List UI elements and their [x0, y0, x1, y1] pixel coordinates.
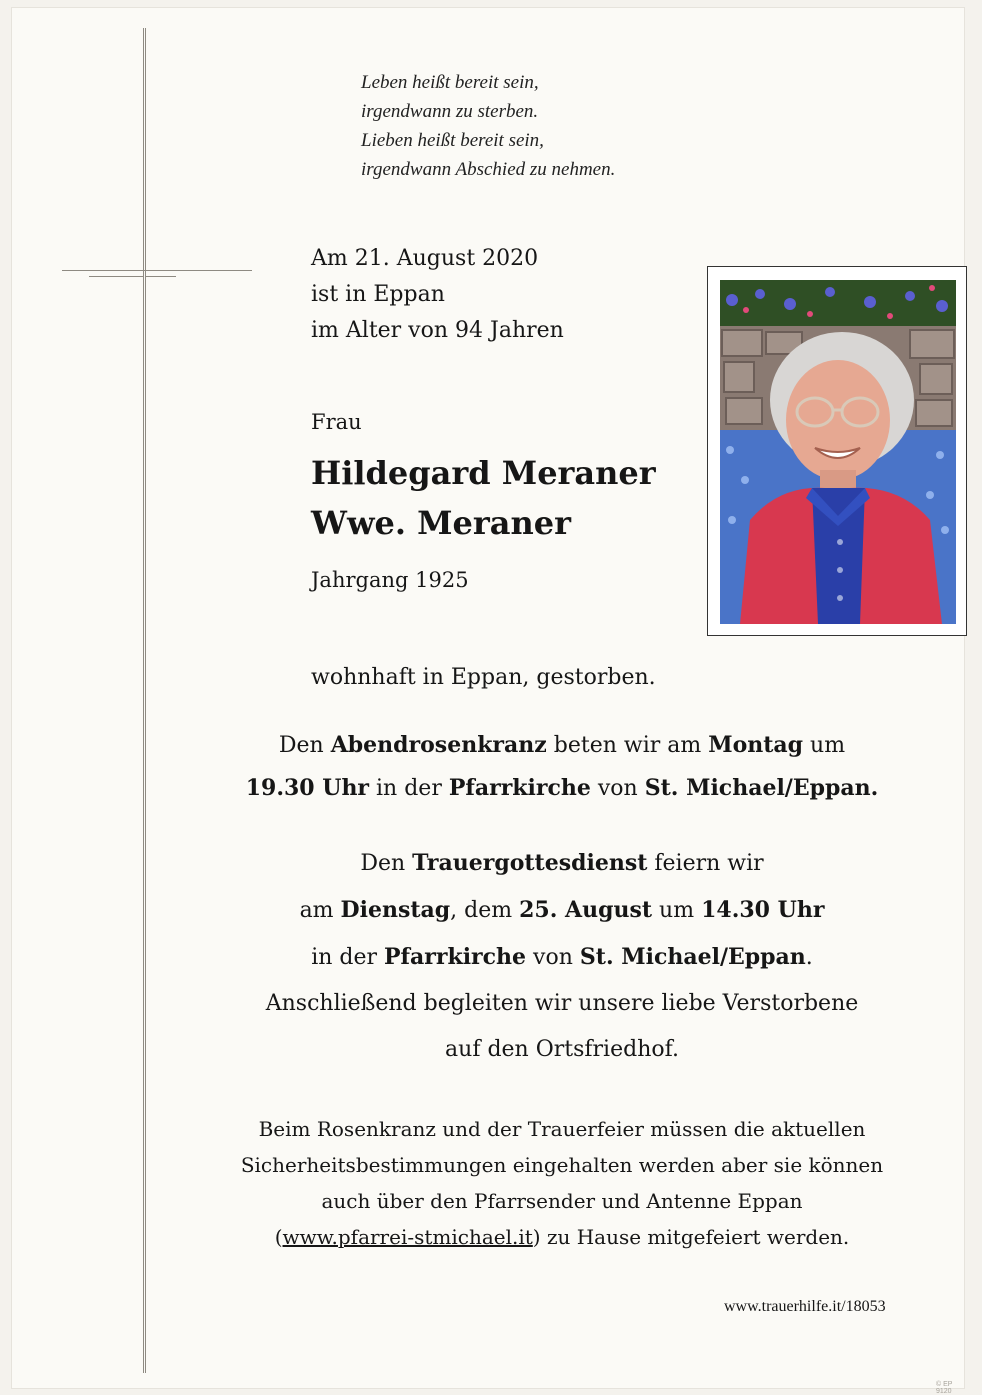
poem-line: irgendwann zu sterben.: [361, 101, 539, 122]
text: Den: [360, 851, 413, 876]
funeral-place: St. Michael/Eppan: [579, 944, 806, 970]
name-line-1: Hildegard Meraner: [311, 454, 656, 492]
funeral-day: Dienstag: [340, 897, 451, 923]
text: in der: [311, 945, 385, 970]
text: (: [274, 1225, 283, 1249]
funeral-line-5: auf den Ortsfriedhof.: [445, 1037, 679, 1062]
rosary-place: St. Michael/Eppan.: [644, 775, 879, 801]
funeral-line-2: [152, 887, 972, 934]
portrait-frame: [707, 266, 967, 636]
text: feiern wir: [647, 851, 764, 876]
poem-line: Leben heißt bereit sein,: [361, 72, 539, 93]
funeral-label: Trauergottesdienst: [412, 850, 648, 876]
text: ) zu Hause mitgefeiert werden.: [532, 1225, 850, 1249]
footer-url: www.trauerhilfe.it/18053: [724, 1298, 886, 1315]
portrait-photo: [720, 280, 956, 624]
text: am: [299, 898, 341, 923]
text: von: [526, 945, 580, 970]
text: in der: [369, 776, 449, 801]
name-line-2: Wwe. Meraner: [311, 504, 571, 542]
notice-line-3: auch über den Pfarrsender und Antenne Eppan: [321, 1189, 803, 1213]
text: um: [652, 898, 702, 923]
poem-line: Lieben heißt bereit sein,: [361, 130, 544, 151]
rosary-line-1: [152, 724, 972, 767]
salutation: Frau: [311, 410, 362, 434]
funeral-date: 25. August: [519, 897, 653, 923]
text: .: [805, 945, 813, 970]
deceased-name: [311, 448, 656, 548]
death-place: ist in Eppan: [311, 282, 445, 307]
cross-horizontal-line-inner-left: [89, 276, 144, 277]
text: , dem: [450, 898, 520, 923]
death-announcement: [311, 241, 564, 349]
parish-website-link[interactable]: www.pfarrei-stmichael.it: [282, 1225, 533, 1249]
funeral-line-1: [152, 840, 972, 887]
portrait-illustration: [720, 280, 956, 624]
rosary-church: Pfarrkirche: [448, 775, 591, 801]
notice-line-1: Beim Rosenkranz und der Trauerfeier müssen die aktuellen: [258, 1117, 866, 1141]
poem: [361, 68, 615, 184]
funeral-time: 14.30 Uhr: [701, 897, 825, 923]
funeral-church: Pfarrkirche: [384, 944, 527, 970]
rosary-time: 19.30 Uhr: [245, 775, 370, 801]
rosary-line-2: [152, 767, 972, 810]
rosary-day: Montag: [708, 732, 804, 758]
age: im Alter von 94 Jahren: [311, 318, 564, 343]
text: Den: [278, 733, 331, 758]
rosary-label: Abendrosenkranz: [330, 732, 547, 758]
notice-line-2: Sicherheitsbestimmungen eingehalten werden aber sie können: [240, 1153, 884, 1177]
death-date: Am 21. August 2020: [311, 246, 539, 271]
cross-vertical-line: [143, 28, 146, 1373]
cross-horizontal-line: [62, 270, 252, 271]
funeral-line-4: Anschließend begleiten wir unsere liebe Verstorbene: [265, 991, 859, 1016]
safety-notice: [152, 1111, 972, 1255]
notice-line-4: [152, 1219, 972, 1255]
residence-line: wohnhaft in Eppan, gestorben.: [311, 665, 656, 690]
poem-line: irgendwann Abschied zu nehmen.: [361, 159, 616, 180]
obituary-page: [12, 8, 964, 1395]
funeral-announcement: [152, 840, 972, 1073]
text: um: [803, 733, 846, 758]
rosary-announcement: [152, 724, 972, 810]
cross-horizontal-line-inner-right: [146, 276, 176, 277]
text: beten wir am: [546, 733, 709, 758]
funeral-line-3: [152, 934, 972, 981]
print-code: © EP 9120: [936, 1381, 953, 1395]
text: von: [590, 776, 645, 801]
birth-year: Jahrgang 1925: [311, 568, 469, 592]
